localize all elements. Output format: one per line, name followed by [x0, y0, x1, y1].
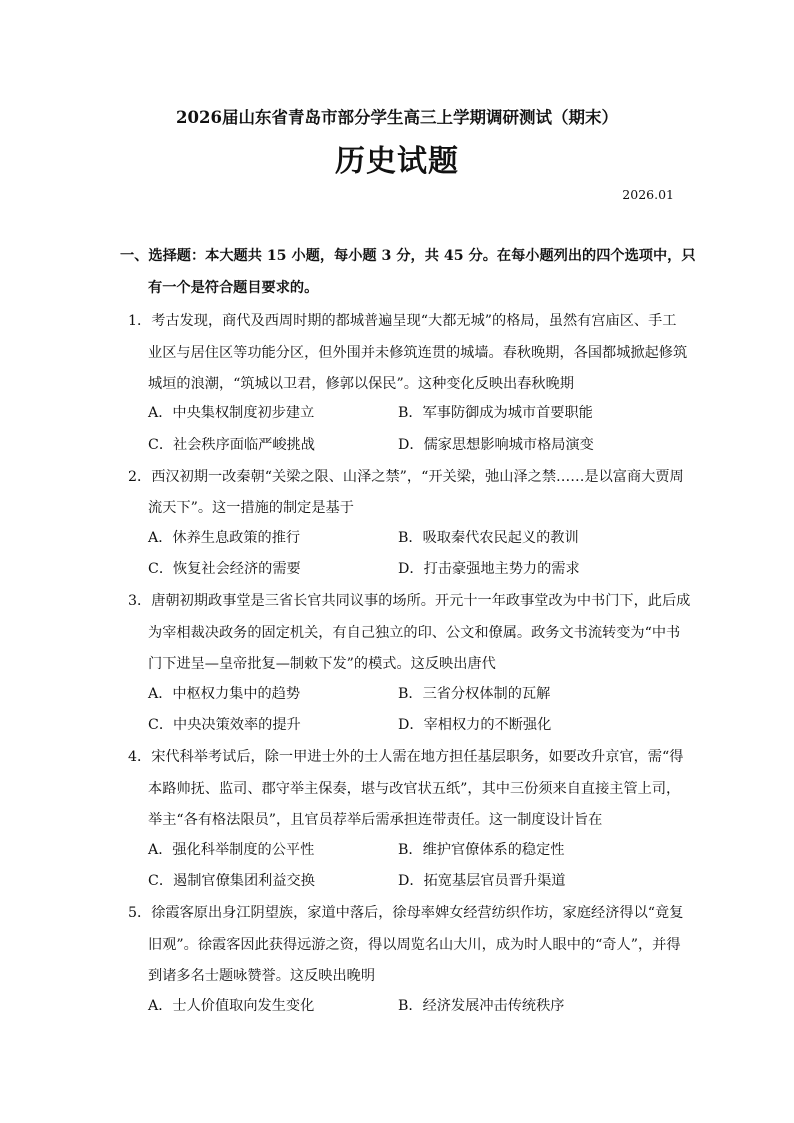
- option-a[interactable]: A．强化科举制度的公平性: [148, 842, 315, 858]
- question-line: 4．宋代科举考试后，除一甲进士外的士人需在地方担任基层职务，如要改升京官，需“得: [128, 749, 684, 765]
- question-line: 3．唐朝初期政事堂是三省长官共同议事的场所。开元十一年政事堂改为中书门下，此后成: [128, 593, 691, 609]
- option-a[interactable]: A．中枢权力集中的趋势: [148, 686, 301, 702]
- exam-date: 2026.01: [622, 187, 674, 202]
- option-c[interactable]: C．遏制官僚集团利益交换: [148, 873, 315, 889]
- option-a[interactable]: A．中央集权制度初步建立: [148, 405, 315, 421]
- question-line: 举主“各有格法限员”，且官员荐举后需承担连带责任。这一制度设计旨在: [148, 812, 603, 828]
- question-line: 5．徐霞客原出身江阴望族，家道中落后，徐母率婢女经营纺织作坊，家庭经济得以“竟复: [128, 905, 684, 921]
- section-heading-line-2: 有一个是符合题目要求的。: [148, 280, 319, 296]
- option-b[interactable]: B．吸取秦代农民起义的教训: [398, 530, 579, 546]
- option-b[interactable]: B．维护官僚体系的稳定性: [398, 842, 565, 858]
- option-d[interactable]: D．宰相权力的不断强化: [398, 717, 552, 733]
- subject-title: 历史试题: [335, 144, 459, 179]
- question-line: 城垣的浪潮，“筑城以卫君，修郭以保民”。这种变化反映出春秋晚期: [148, 376, 574, 392]
- question-line: 门下进呈—皇帝批复—制敕下发”的模式。这反映出唐代: [148, 656, 496, 672]
- question-line: 业区与居住区等功能分区，但外围并未修筑连贯的城墙。春秋晚期，各国都城掀起修筑: [148, 345, 688, 361]
- option-c[interactable]: C．中央决策效率的提升: [148, 717, 301, 733]
- option-c[interactable]: C．社会秩序面临严峻挑战: [148, 437, 315, 453]
- question-line: 到诸多名士题咏赞誉。这反映出晚明: [148, 968, 376, 984]
- option-b[interactable]: B．经济发展冲击传统秩序: [398, 998, 565, 1014]
- exam-title: 2026届山东省青岛市部分学生高三上学期调研测试（期末）: [176, 108, 618, 127]
- question-line: 1．考古发现，商代及西周时期的都城普遍呈现“大都无城”的格局，虽然有宫庙区、手工: [128, 313, 677, 329]
- option-d[interactable]: D．拓宽基层官员晋升渠道: [398, 873, 566, 889]
- question-line: 旧观”。徐霞客因此获得远游之资，得以周览名山大川，成为时人眼中的“奇人”，并得: [148, 937, 681, 953]
- question-line: 流天下”。这一措施的制定是基于: [148, 500, 354, 516]
- option-d[interactable]: D．儒家思想影响城市格局演变: [398, 437, 594, 453]
- question-line: 2．西汉初期一改秦朝“关梁之限、山泽之禁”，“开关梁，弛山泽之禁……是以富商大贾周: [128, 469, 684, 485]
- section-heading-line-1: 一、选择题：本大题共 15 小题，每小题 3 分，共 45 分。在每小题列出的四个选项中，只: [120, 248, 696, 264]
- option-c[interactable]: C．恢复社会经济的需要: [148, 561, 301, 577]
- option-d[interactable]: D．打击豪强地主势力的需求: [398, 561, 580, 577]
- option-b[interactable]: B．军事防御成为城市首要职能: [398, 405, 593, 421]
- option-b[interactable]: B．三省分权体制的瓦解: [398, 686, 551, 702]
- question-line: 本路帅抚、监司、郡守举主保奏，堪与改官状五纸”，其中三份须来自直接主管上司，: [148, 781, 681, 797]
- question-line: 为宰相裁决政务的固定机关，有自己独立的印、公文和僚属。政务文书流转变为“中书: [148, 625, 681, 641]
- option-a[interactable]: A．士人价值取向发生变化: [148, 998, 315, 1014]
- option-a[interactable]: A．休养生息政策的推行: [148, 530, 301, 546]
